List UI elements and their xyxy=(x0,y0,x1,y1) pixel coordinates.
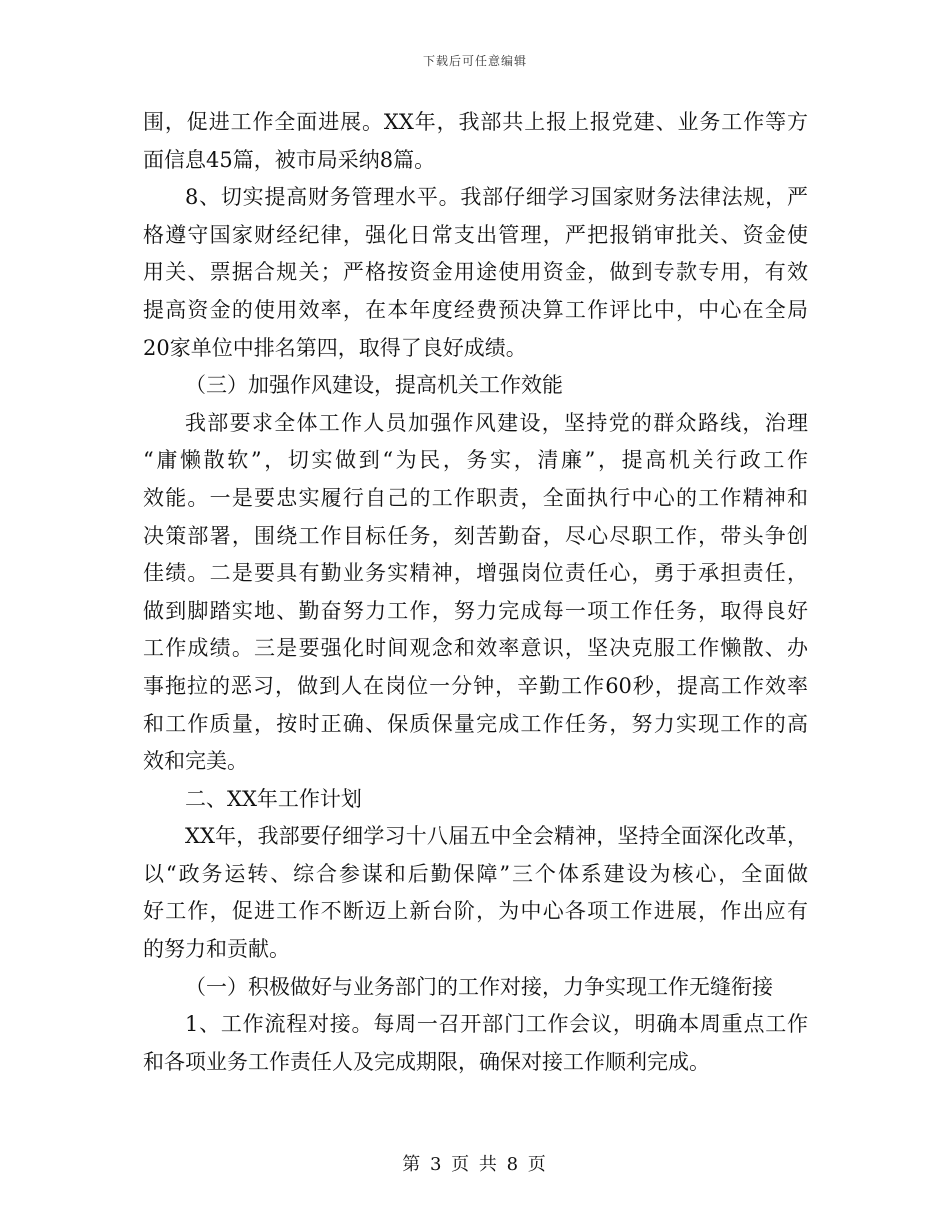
text-line: 效能。一是要忠实履行自己的工作职责，全面执行中心的工作精神和 xyxy=(143,485,808,510)
text-line: 的努力和贡献。 xyxy=(143,937,290,962)
text-line: 佳绩。二是要具有勤业务实精神，增强岗位责任心，勇于承担责任， xyxy=(143,561,808,586)
text-line: “庸懒散软”，切实做到“为民，务实，清廉”，提高机关行政工作 xyxy=(143,448,808,473)
text-line: 事拖拉的恶习，做到人在岗位一分钟，辛勤工作60秒，提高工作效率 xyxy=(143,673,808,698)
document-body xyxy=(143,104,808,1081)
text-line: XX年，我部要仔细学习十八届五中全会精神，坚持全面深化改革， xyxy=(185,824,808,849)
text-line: （三）加强作风建设，提高机关工作效能 xyxy=(185,373,563,398)
text-line: 以“政务运转、综合参谋和后勤保障”三个体系建设为核心，全面做 xyxy=(143,861,808,886)
text-line: 二、XX年工作计划 xyxy=(185,786,362,811)
text-line: 做到脚踏实地、勤奋努力工作，努力完成每一项工作任务，取得良好 xyxy=(143,598,808,623)
page-header: 下载后可任意编辑 xyxy=(422,54,527,68)
text-line: （一）积极做好与业务部门的工作对接，力争实现工作无缝衔接 xyxy=(185,974,773,999)
text-line: 围，促进工作全面进展。XX年，我部共上报上报党建、业务工作等方 xyxy=(143,110,808,134)
text-line: 效和完美。 xyxy=(143,749,248,774)
text-line: 我部要求全体工作人员加强作风建设，坚持党的群众路线，治理 xyxy=(185,410,808,435)
text-line: 决策部署，围绕工作目标任务，刻苦勤奋，尽心尽职工作，带头争创 xyxy=(143,523,808,548)
text-line: 和工作质量，按时正确、保质保量完成工作任务，努力实现工作的高 xyxy=(143,711,808,736)
text-line: 好工作，促进工作不断迈上新台阶，为中心各项工作进展，作出应有 xyxy=(143,899,808,924)
text-line: 1、工作流程对接。每周一召开部门工作会议，明确本周重点工作 xyxy=(185,1012,808,1037)
text-line: 和各项业务工作责任人及完成期限，确保对接工作顺利完成。 xyxy=(143,1049,710,1074)
text-line: 工作成绩。三是要强化时间观念和效率意识，坚决克服工作懒散、办 xyxy=(143,636,808,661)
page-footer: 第 3 页 共 8 页 xyxy=(402,1154,548,1175)
text-line: 用关、票据合规关；严格按资金用途使用资金，做到专款专用，有效 xyxy=(143,260,808,285)
text-line: 提高资金的使用效率，在本年度经费预决算工作评比中，中心在全局 xyxy=(143,297,808,322)
text-line: 8、切实提高财务管理水平。我部仔细学习国家财务法律法规，严 xyxy=(185,185,808,210)
text-line: 面信息45篇，被市局采纳8篇。 xyxy=(143,147,436,172)
text-line: 格遵守国家财经纪律，强化日常支出管理，严把报销审批关、资金使 xyxy=(143,222,808,247)
text-line: 20家单位中排名第四，取得了良好成绩。 xyxy=(143,335,527,360)
